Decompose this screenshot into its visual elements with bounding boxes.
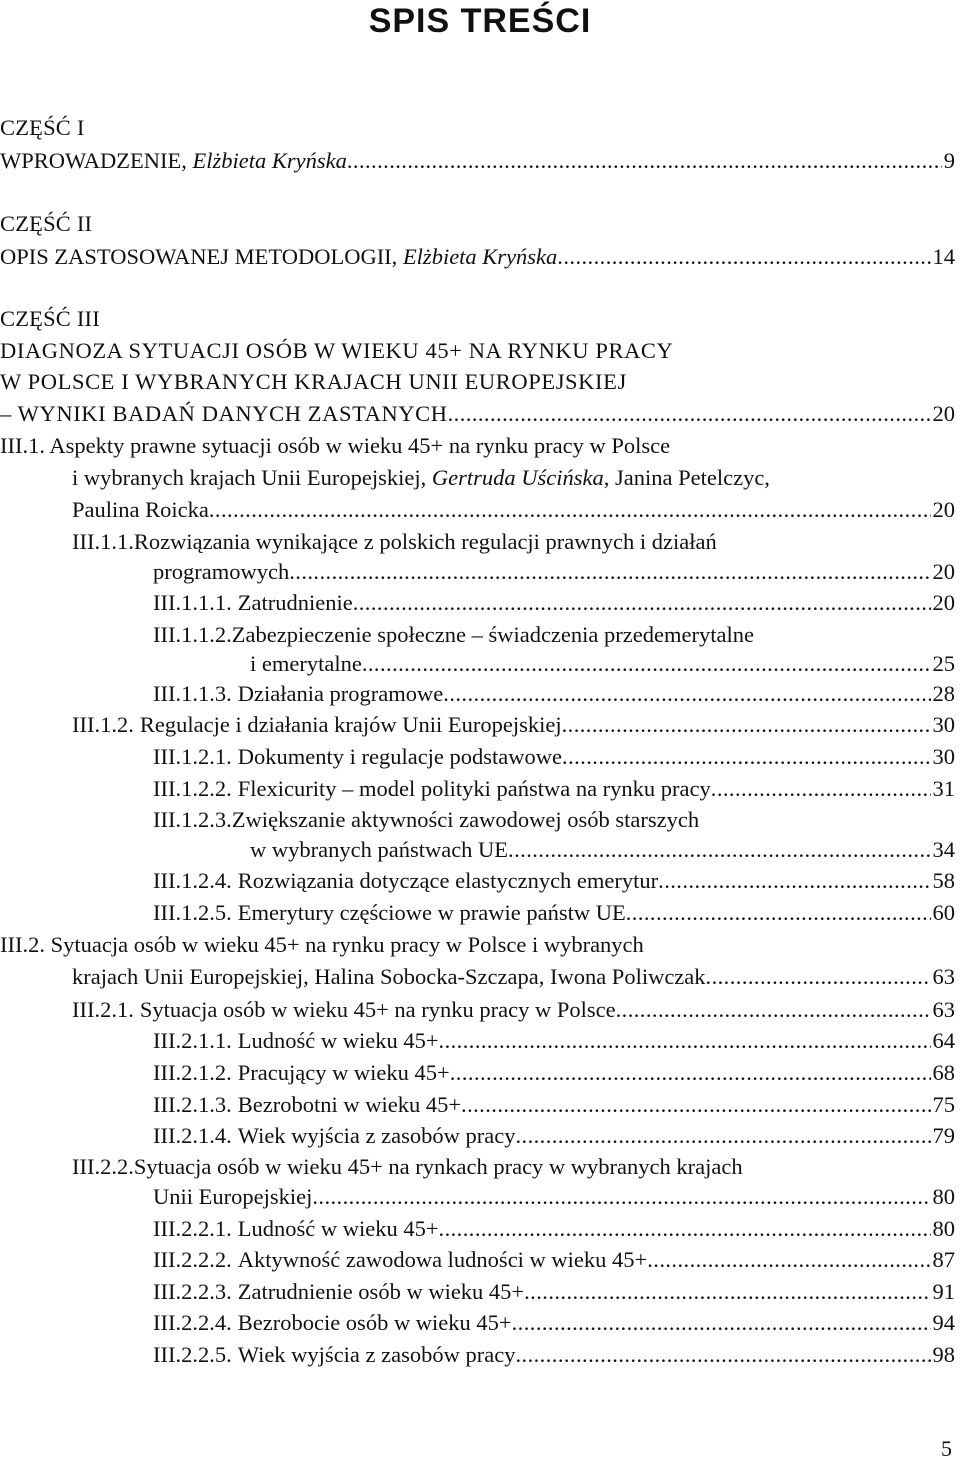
dot-leader [312,1181,930,1213]
dot-leader [706,961,931,993]
toc-entry-number: III.2.1.3. [153,1092,232,1117]
dot-leader [524,1276,930,1308]
toc-entry-III-1-2-4[interactable] [153,865,955,897]
toc-entry-III-2-line-2: krajach Unii Europejskiej, Halina Sobocka-Szczapa, Iwona Poliwczak . . . 63 [72,961,955,993]
toc-entry-title: Zatrudnienie [237,590,353,615]
toc-entry-III-2-2-line-2: Unii Europejskiej . . . 80 [153,1181,955,1213]
part-1-label: CZĘŚĆ I [0,115,85,140]
toc-entry-number: III.1.2.4. [153,868,232,893]
toc-entry-number: III.1.2.2. [153,776,232,801]
toc-entry-III-1-line-3: Paulina Roicka . . . 20 [72,494,955,526]
dot-leader [515,1120,930,1152]
toc-page-number: 34 [932,837,955,862]
toc-page-number: 20 [932,401,955,426]
toc-entry-III-2-1-4[interactable] [153,1120,955,1152]
toc-entry-number: III.2.2.3. [153,1279,232,1304]
toc-entry-title: Rozwiązania dotyczące elastycznych emerytur [237,868,659,893]
part-3-title-line-1: DIAGNOZA SYTUACJI OSÓB W WIEKU 45+ NA RYNKU PRACY [0,338,674,363]
toc-page-number: 91 [932,1279,955,1304]
toc-entry-III-2-1[interactable] [72,994,955,1026]
toc-entry-III-1-2-2[interactable] [153,773,955,805]
toc-entry-title: Flexicurity – model polityki państwa na rynku pracy [237,776,711,801]
toc-entry-title: Sytuacja osób w wieku 45+ na rynku pracy w Polsce [139,997,616,1022]
toc-entry-part-3[interactable] [0,398,955,430]
toc-entry-title: Pracujący w wieku 45+ [237,1060,450,1085]
toc-entry-title: Wiek wyjścia z zasobów pracy [237,1123,516,1148]
toc-entry-III-1-2-3-line-2: w wybranych państwach UE . . . 34 [250,834,955,866]
dot-leader [443,678,930,710]
toc-page-number: 20 [932,559,955,584]
toc-entry-number: III.2.1. [72,997,134,1022]
dot-leader [647,1244,930,1276]
toc-entry-title: Bezrobotni w wieku 45+ [237,1092,462,1117]
toc-page-number: 98 [932,1342,955,1367]
toc-page-number: 9 [943,148,955,173]
toc-entry-number: III.2.1.1. [153,1028,232,1053]
toc-entry-III-2-1-3[interactable] [153,1089,955,1121]
dot-leader [508,834,930,866]
toc-entry-part-1[interactable] [0,145,955,177]
part-3-title-line-2: W POLSCE I WYBRANYCH KRAJACH UNII EUROPEJSKIEJ [0,369,627,394]
toc-page-number: 80 [932,1184,955,1209]
toc-entry-number: III.2.1.4. [153,1123,232,1148]
toc-entry-number: III.2.2.1. [153,1216,232,1241]
toc-entry-part-2[interactable] [0,241,955,273]
toc-entry-III-2-2-5[interactable] [153,1339,955,1371]
toc-entry-III-2-1-2[interactable] [153,1057,955,1089]
toc-page-number: 75 [932,1092,955,1117]
toc-entry-title: Wiek wyjścia z zasobów pracy [237,1342,516,1367]
toc-entry-title: Dokumenty i regulacje podstawowe [237,744,563,769]
dot-leader [450,1057,931,1089]
dot-leader [711,773,931,805]
toc-entry-title: Emerytury częściowe w prawie państw UE [237,900,626,925]
toc-page-number: 28 [932,681,955,706]
dot-leader [562,709,931,741]
dot-leader [289,556,930,588]
toc-entry-title: Zatrudnienie osób w wieku 45+ [237,1279,525,1304]
toc-page-number: 30 [932,712,955,737]
toc-entry-number: III.1.2.3. [153,807,232,832]
toc-entry-title: WPROWADZENIE, Elżbieta Kryńska [0,148,347,173]
toc-entry-III-2-2-4[interactable] [153,1307,955,1339]
dot-leader [439,1213,931,1245]
toc-entry-III-1-1-2-line-2: i emerytalne . . . 25 [250,648,955,680]
toc-entry-number: III.1.2.5. [153,900,232,925]
dot-leader [353,587,931,619]
toc-entry-title: OPIS ZASTOSOWANEJ METODOLOGII, Elżbieta Kryńska [0,244,558,269]
toc-entry-number: III.1.2.1. [153,744,232,769]
toc-page-number: 30 [932,744,955,769]
toc-page-number: 58 [932,868,955,893]
toc-entry-number: III.1.1.2. [153,622,232,647]
toc-entry-number: III.1. [0,433,45,458]
toc-page-number: 63 [932,997,955,1022]
dot-leader [515,1339,930,1371]
dot-leader [439,1025,931,1057]
dot-leader [616,994,931,1026]
toc-page-number: 64 [932,1028,955,1053]
toc-entry-III-1-1-1[interactable] [153,587,955,619]
toc-entry-title: Bezrobocie osób w wieku 45+ [237,1310,512,1335]
toc-entry-III-1-1-line-2: programowych . . . 20 [153,556,955,588]
toc-entry-title: Zabezpieczenie społeczne – świadczenia przedemerytalne [231,622,754,647]
toc-page-number: 31 [932,776,955,801]
toc-entry-III-2-2[interactable] [72,1151,743,1183]
toc-entry-title: Ludność w wieku 45+ [237,1028,439,1053]
toc-entry-title: Rozwiązania wynikające z polskich regulacji prawnych i działań [133,529,717,554]
toc-entry-III-1-line-2: i wybranych krajach Unii Europejskiej, Gertruda Uścińska, Janina Petelczyc, [72,465,770,490]
toc-entry-title: – WYNIKI BADAŃ DANYCH ZASTANYCH [0,401,448,426]
toc-page-number: 94 [932,1310,955,1335]
dot-leader [209,494,931,526]
dot-leader [461,1089,930,1121]
toc-entry-number: III.2.2.2. [153,1247,232,1272]
toc-entry-title: Zwiększanie aktywności zawodowej osób starszych [231,807,700,832]
toc-entry-title: Działania programowe [237,681,444,706]
toc-entry-number: III.2.2. [72,1154,134,1179]
dot-leader [626,897,931,929]
toc-entry-title: Ludność w wieku 45+ [237,1216,439,1241]
toc-page-number: 68 [932,1060,955,1085]
page-number: 5 [941,1436,952,1461]
toc-entry-III-2-1-1[interactable] [153,1025,955,1057]
toc-entry-number: III.1.1. [72,529,134,554]
toc-page-number: 20 [932,497,955,522]
dot-leader [362,648,931,680]
toc-entry-number: III.1.1.3. [153,681,232,706]
toc-entry-III-2-2-1[interactable] [153,1213,955,1245]
toc-entry-number: III.1.2. [72,712,134,737]
dot-leader [512,1307,931,1339]
toc-entry-title: Sytuacja osób w wieku 45+ na rynkach pracy w wybranych krajach [133,1154,743,1179]
toc-entry-III-1-2[interactable] [72,709,955,741]
toc-entry-title: Aktywność zawodowa ludności w wieku 45+ [237,1247,648,1272]
dot-leader [448,398,931,430]
toc-page-number: 63 [932,964,955,989]
toc-entry-III-1[interactable] [0,430,670,462]
toc-entry-III-1-2-1[interactable] [153,741,955,773]
toc-page-number: 60 [932,900,955,925]
dot-leader [562,741,930,773]
toc-entry-III-1-2-5[interactable] [153,897,955,929]
part-2-label: CZĘŚĆ II [0,211,93,236]
toc-page-number: 80 [932,1216,955,1241]
toc-entry-III-2-2-2[interactable] [153,1244,955,1276]
part-3-label: CZĘŚĆ III [0,306,100,331]
toc-entry-III-1-1-3[interactable] [153,678,955,710]
toc-page-number: 14 [932,244,955,269]
dot-leader [347,145,942,177]
toc-entry-III-2-2-3[interactable] [153,1276,955,1308]
dot-leader [658,865,930,897]
toc-entry-number: III.2.1.2. [153,1060,232,1085]
dot-leader [557,241,930,273]
toc-page-number: 87 [932,1247,955,1272]
toc-entry-title: Sytuacja osób w wieku 45+ na rynku pracy w Polsce i wybranych [50,932,644,957]
toc-entry-III-1-1[interactable] [72,526,717,558]
toc-page-number: 79 [932,1123,955,1148]
toc-entry-number: III.1.1.1. [153,590,232,615]
toc-entry-number: III.2.2.5. [153,1342,232,1367]
toc-page-number: 20 [932,590,955,615]
toc-entry-number: III.2. [0,932,45,957]
toc-page-number: 25 [932,651,955,676]
toc-entry-title: Aspekty prawne sytuacji osób w wieku 45+ na rynku pracy w Polsce [49,433,671,458]
toc-entry-III-2[interactable] [0,929,644,961]
toc-entry-number: III.2.2.4. [153,1310,232,1335]
toc-entry-III-1-2-3[interactable] [153,804,699,836]
toc-entry-III-1-1-2[interactable] [153,619,754,651]
toc-entry-title: Regulacje i działania krajów Unii Europejskiej [139,712,562,737]
page-title: SPIS TREŚCI [368,2,592,40]
